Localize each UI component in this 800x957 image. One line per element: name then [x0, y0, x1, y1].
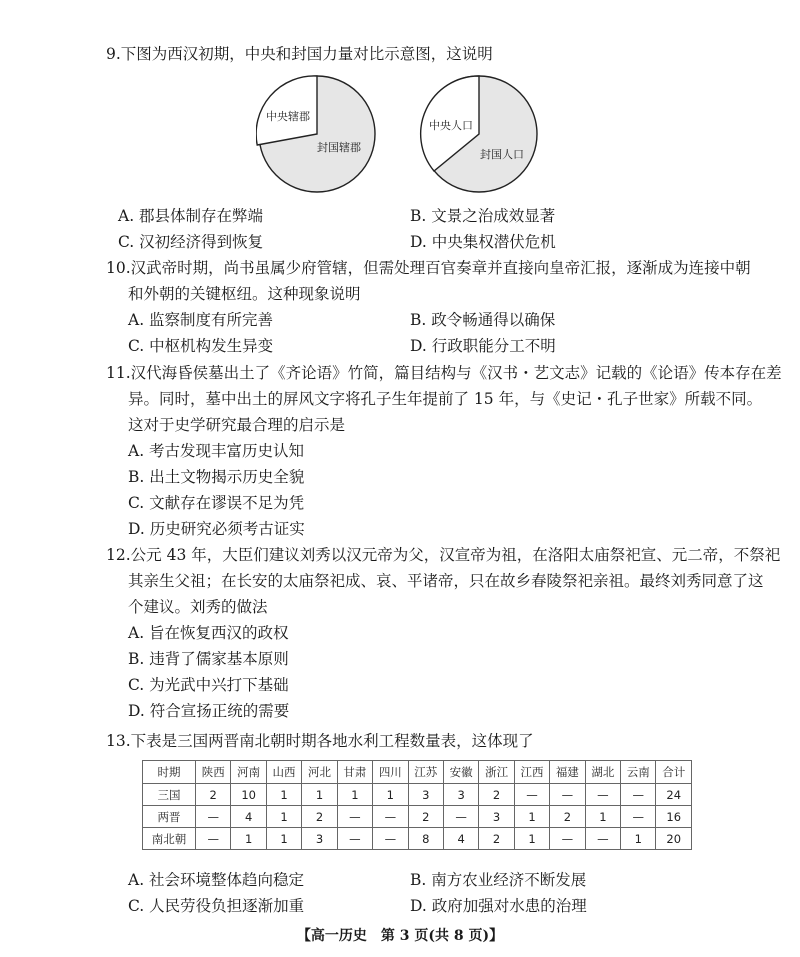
table-cell: 1 [266, 806, 301, 828]
table-cell: 20 [656, 828, 692, 850]
q9-stem: 9.下图为西汉初期，中央和封国力量对比示意图，这说明 [106, 45, 493, 63]
q9-option-b[interactable]: B. 文景之治成效显著 [410, 207, 556, 225]
table-header-cell: 河北 [302, 761, 337, 784]
q10-option-a[interactable]: A. 监察制度有所完善 [128, 311, 274, 329]
q9-option-d[interactable]: D. 中央集权潜伏危机 [410, 233, 556, 251]
q9-pie-chart-2 [418, 73, 540, 195]
table-header-cell: 安徽 [443, 761, 478, 784]
table-cell: — [585, 784, 620, 806]
q9-option-c[interactable]: C. 汉初经济得到恢复 [118, 233, 264, 251]
table-header-cell: 四川 [373, 761, 408, 784]
table-cell: 1 [266, 784, 301, 806]
q12-option-d[interactable]: D. 符合宣扬正统的需要 [128, 702, 290, 720]
table-cell: 1 [231, 828, 266, 850]
table-row [143, 828, 692, 850]
table-cell: 三国 [143, 784, 196, 806]
q11-stem-line-3: 这对于史学研究最合理的启示是 [128, 416, 346, 434]
table-cell: — [337, 806, 372, 828]
table-cell: 16 [656, 806, 692, 828]
q12-option-b[interactable]: B. 违背了儒家基本原则 [128, 650, 289, 668]
q11-option-c[interactable]: C. 文献存在谬误不足为凭 [128, 494, 305, 512]
table-cell: 2 [550, 806, 585, 828]
table-header-cell: 湖北 [585, 761, 620, 784]
pie1-label-central: 中央辖郡 [266, 110, 310, 123]
table-cell: 2 [479, 828, 514, 850]
table-cell: — [621, 806, 656, 828]
table-cell: 24 [656, 784, 692, 806]
table-cell: — [373, 806, 408, 828]
table-header-cell: 云南 [621, 761, 656, 784]
table-cell: 4 [443, 828, 478, 850]
q13-option-a[interactable]: A. 社会环境整体趋向稳定 [128, 871, 305, 889]
table-cell: 3 [479, 806, 514, 828]
table-cell: 2 [302, 806, 337, 828]
q11-stem-line-2: 异。同时，墓中出土的屏风文字将孔子生年提前了 15 年，与《史记・孔子世家》所载不同。 [128, 390, 763, 408]
table-cell: 两晋 [143, 806, 196, 828]
q13-water-project-table [142, 760, 692, 850]
table-cell: — [443, 806, 478, 828]
q13-stem: 13.下表是三国两晋南北朝时期各地水利工程数量表，这体现了 [106, 732, 534, 750]
q10-stem-line-1: 10.汉武帝时期，尚书虽属少府管辖，但需处理百官奏章并直接向皇帝汇报，逐渐成为连接中朝 [106, 259, 751, 277]
q10-option-c[interactable]: C. 中枢机构发生异变 [128, 337, 274, 355]
table-cell: 1 [302, 784, 337, 806]
table-cell: 10 [231, 784, 266, 806]
pie1-label-fiefdom: 封国辖郡 [317, 141, 361, 154]
table-cell: 4 [231, 806, 266, 828]
table-cell: 南北朝 [143, 828, 196, 850]
table-cell: — [373, 828, 408, 850]
q12-option-c[interactable]: C. 为光武中兴打下基础 [128, 676, 289, 694]
pie2-label-fiefdom: 封国人口 [480, 148, 524, 161]
table-row [143, 806, 692, 828]
table-cell: — [337, 828, 372, 850]
pie2-label-central: 中央人口 [429, 119, 473, 132]
q13-option-b[interactable]: B. 南方农业经济不断发展 [410, 871, 587, 889]
table-header-cell: 江西 [514, 761, 549, 784]
q11-option-a[interactable]: A. 考古发现丰富历史认知 [128, 442, 305, 460]
table-header-cell: 合计 [656, 761, 692, 784]
table-cell: 1 [514, 828, 549, 850]
table-header-cell: 甘肃 [337, 761, 372, 784]
q12-option-a[interactable]: A. 旨在恢复西汉的政权 [128, 624, 289, 642]
table-cell: 2 [479, 784, 514, 806]
table-cell: 1 [621, 828, 656, 850]
table-row [143, 784, 692, 806]
table-cell: — [550, 784, 585, 806]
q13-option-d[interactable]: D. 政府加强对水患的治理 [410, 897, 587, 915]
table-header-row [143, 761, 692, 784]
q11-option-d[interactable]: D. 历史研究必须考古证实 [128, 520, 305, 538]
q11-stem-line-1: 11.汉代海昏侯墓出土了《齐论语》竹简，篇目结构与《汉书・艺文志》记载的《论语》传本存在差 [106, 364, 782, 382]
table-cell: 1 [337, 784, 372, 806]
q9-option-a[interactable]: A. 郡县体制存在弊端 [118, 207, 264, 225]
table-header-cell: 江苏 [408, 761, 443, 784]
q12-stem-line-2: 其亲生父祖；在长安的太庙祭祀成、哀、平诸帝，只在故乡春陵祭祀亲祖。最终刘秀同意了这 [128, 572, 764, 590]
q10-option-b[interactable]: B. 政令畅通得以确保 [410, 311, 556, 329]
table-cell: 3 [443, 784, 478, 806]
q9-pie-chart-1 [256, 73, 378, 195]
table-cell: — [196, 828, 231, 850]
table-cell: — [621, 784, 656, 806]
table-header-cell: 时期 [143, 761, 196, 784]
q13-option-c[interactable]: C. 人民劳役负担逐渐加重 [128, 897, 305, 915]
table-cell: 2 [196, 784, 231, 806]
q12-stem-line-1: 12.公元 43 年，大臣们建议刘秀以汉元帝为父，汉宣帝为祖，在洛阳太庙祭祀宣、元二帝，不祭祀 [106, 546, 781, 564]
table-header-cell: 陕西 [196, 761, 231, 784]
table-cell: 1 [514, 806, 549, 828]
table-cell: 3 [408, 784, 443, 806]
table-cell: 1 [585, 806, 620, 828]
q10-option-d[interactable]: D. 行政职能分工不明 [410, 337, 556, 355]
table-header-cell: 福建 [550, 761, 585, 784]
table-cell: — [514, 784, 549, 806]
table-cell: — [585, 828, 620, 850]
q10-stem-line-2: 和外朝的关键枢纽。这种现象说明 [128, 285, 361, 303]
q11-option-b[interactable]: B. 出土文物揭示历史全貌 [128, 468, 305, 486]
table-header-cell: 山西 [266, 761, 301, 784]
table-cell: 3 [302, 828, 337, 850]
table-header-cell: 浙江 [479, 761, 514, 784]
table-cell: 1 [266, 828, 301, 850]
table-cell: 2 [408, 806, 443, 828]
table-header-cell: 河南 [231, 761, 266, 784]
table-cell: — [196, 806, 231, 828]
table-cell: 8 [408, 828, 443, 850]
q12-stem-line-3: 个建议。刘秀的做法 [128, 598, 268, 616]
page-footer: 【高一历史 第 3 页(共 8 页)】 [296, 928, 504, 944]
table-cell: — [550, 828, 585, 850]
table-cell: 1 [373, 784, 408, 806]
